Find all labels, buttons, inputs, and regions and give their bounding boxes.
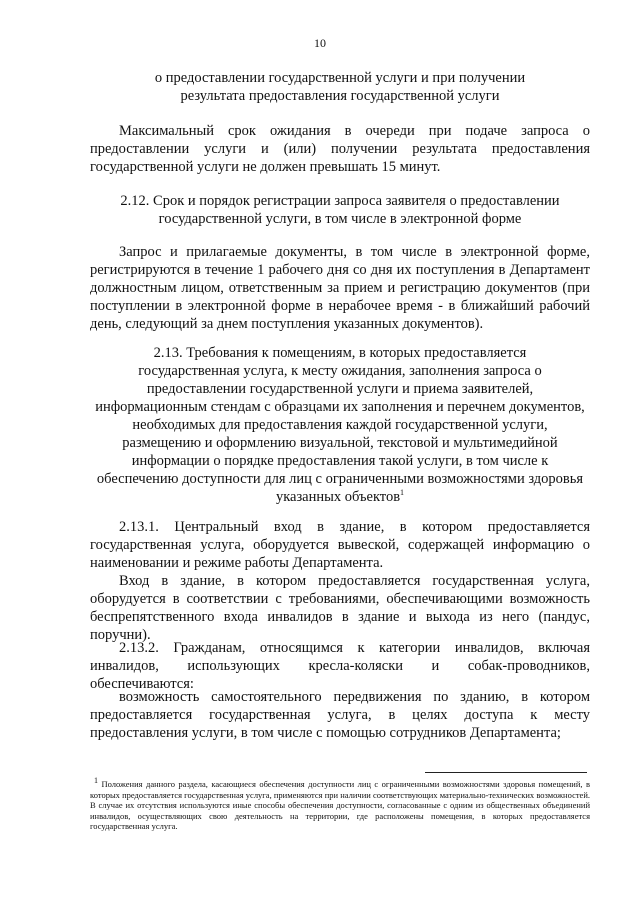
heading-line: о предоставлении государственной услуги и при получении xyxy=(154,70,526,86)
heading-line: обеспечению доступности для лиц с ограниченными возможностями здоровья xyxy=(96,471,584,487)
heading-2-12 xyxy=(90,192,590,228)
heading-line-last xyxy=(90,488,590,506)
paragraph-2-13-2: 2.13.2. Гражданам, относящимся к категории инвалидов, включая инвалидов, использующих кресла-коляски и собак-проводников, обеспечиваются: xyxy=(90,640,590,692)
footnote-text: Положения данного раздела, касающиеся обеспечения доступности лиц с ограниченными возможностями здоровья помещений, в которых предоставляется государственная услуга, применяются при наличии соответствующих материально-технических возможностей. В случае их отсутствия используются иные способы обеспечения доступности, согласованные с одним из общественных объединений инвалидов, осуществляющих свою деятельность на территории, где расположены помещения, в которых предоставляется государственная услуга. xyxy=(90,779,590,832)
heading-line: предоставлении государственной услуги и приема заявителей, xyxy=(146,381,534,397)
paragraph-2-13-1: 2.13.1. Центральный вход в здание, в котором предоставляется государственная услуга, оборудуется вывеской, содержащей информацию о наименовании и режиме работы Департамента. xyxy=(90,519,590,571)
page-number: 10 xyxy=(314,36,326,50)
heading-line: необходимых для предоставления каждой государственной услуги, xyxy=(132,417,548,433)
heading-line: 2.13. Требования к помещениям, в которых предоставляется xyxy=(153,345,527,361)
heading-line: государственная услуга, к месту ожидания, заполнения запроса о xyxy=(138,363,542,379)
footnote-reference[interactable]: 1 xyxy=(400,488,405,498)
heading-line: результата предоставления государственной услуги xyxy=(180,88,500,104)
footnote-mark: 1 xyxy=(94,776,98,786)
paragraph-registration: Запрос и прилагаемые документы, в том числе в электронной форме, регистрируются в течение 1 рабочего дня со дня их поступления в Департамент должностным лицом, ответственным за прием и регистрацию документов (при поступлении в электронной форме в нерабочее время - в ближайший рабочий день, следующий за днем поступления указанных документов). xyxy=(90,244,590,332)
heading-line: государственной услуги, в том числе в электронной форме xyxy=(158,211,522,227)
paragraph-entrance: Вход в здание, в котором предоставляется государственная услуга, оборудуется в соответствии с требованиями, обеспечивающими возможность беспрепятственного входа инвалидов в здание и выхода из него (пандус, поручни). xyxy=(90,573,590,643)
heading-2-13 xyxy=(90,344,590,506)
footnote-separator xyxy=(425,772,587,773)
heading-last-text: указанных объектов xyxy=(275,489,401,505)
heading-line: 2.12. Срок и порядок регистрации запроса заявителя о предоставлении xyxy=(120,193,560,209)
heading-line: информации о порядке предоставления такой услуги, в том числе к xyxy=(131,453,549,469)
paragraph-waiting-time: Максимальный срок ожидания в очереди при подаче запроса о предоставлении услуги и (или) получении результата предоставления государственной услуги не должен превышать 15 минут. xyxy=(90,123,590,175)
heading-continuation xyxy=(90,69,590,105)
footnote xyxy=(90,776,590,832)
heading-line: размещению и оформлению визуальной, текстовой и мультимедийной xyxy=(122,435,558,451)
heading-line: информационным стендам с образцами их заполнения и перечнем документов, xyxy=(95,399,585,415)
paragraph-movement: возможность самостоятельного передвижения по зданию, в котором предоставляется государственная услуга, в целях доступа к месту предоставления услуги, в том числе с помощью сотрудников Департамента; xyxy=(90,689,590,741)
